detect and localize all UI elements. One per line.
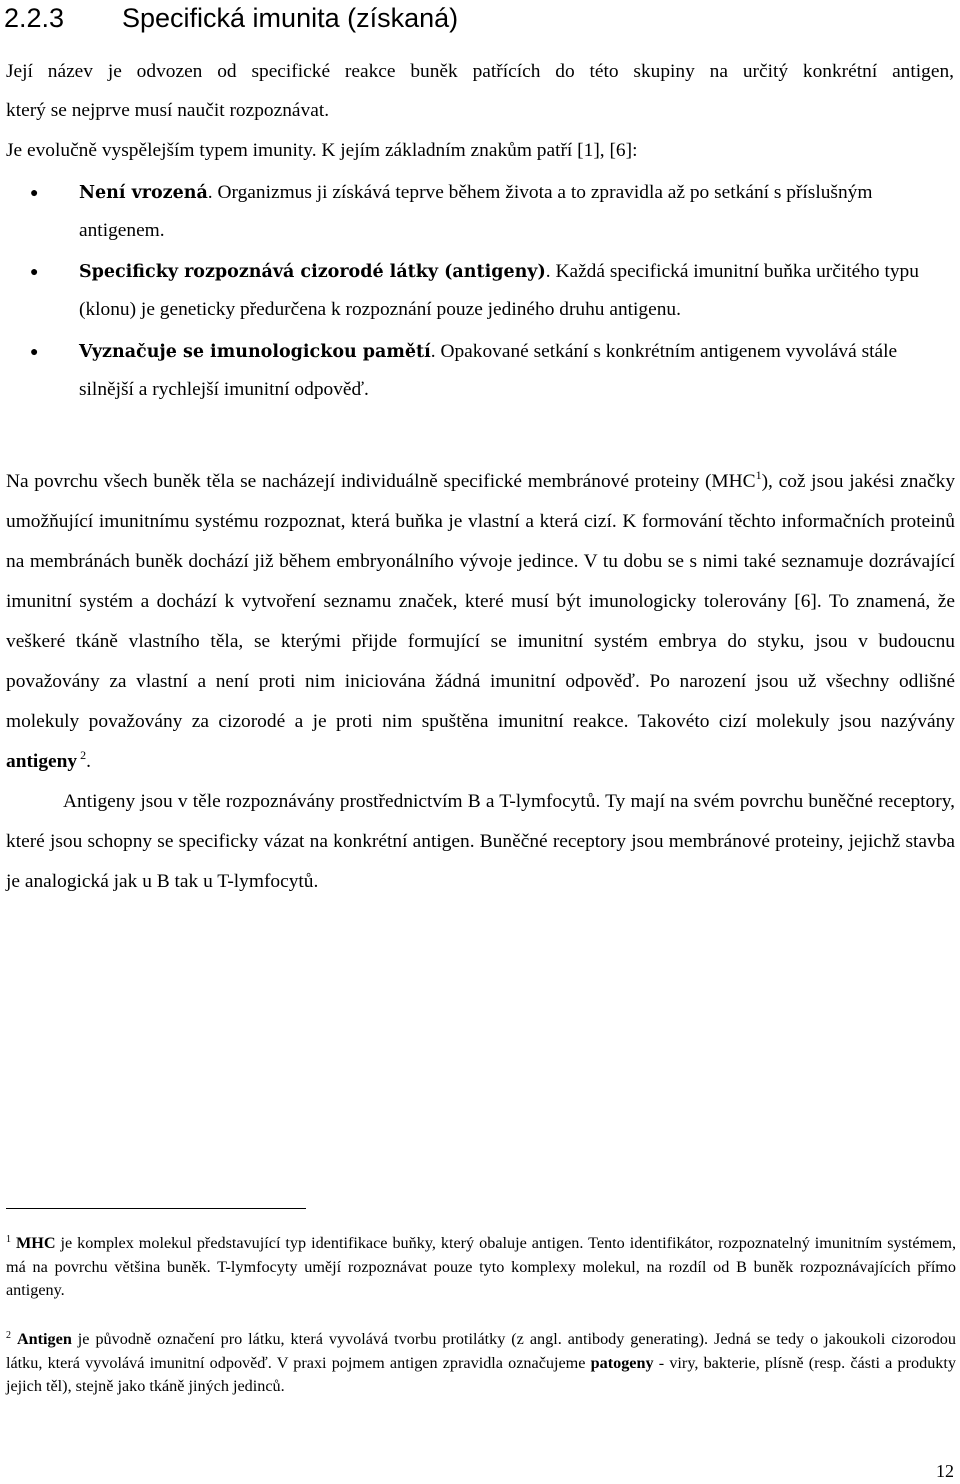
- footnote-term-patogeny: patogeny: [590, 1353, 654, 1372]
- list-item-text: . Každá specifická imunitní buňka určitého typu (klonu) je geneticky předurčena k rozpoznání pouze jediného druhu antigenu.: [79, 261, 919, 320]
- intro-line-3: Je evolučně vyspělejším typem imunity. K jejím základním znakům patří [1], [6]:: [6, 140, 638, 161]
- footnote-ref-1: 1: [755, 468, 762, 482]
- footnote-ref-2: 2: [77, 748, 87, 762]
- section-number: 2.2.3: [4, 3, 65, 33]
- footnote-separator: [6, 1208, 306, 1209]
- bullet-icon: ●: [30, 186, 39, 201]
- footnote-1: $^1$ MHC je komplex molekul představující typ identifikace buňky, který obaluje antigen. Tento identifikátor, rozpoznatelný imunitním systémem, má na povrchu většina buněk. T-lymfocyty umějí rozpoznávat pouze tyto komplexy molekul, na rozdíl od B buněk rozpoznávajících přímo antigeny.: [6, 1234, 956, 1299]
- term-antigeny: antigeny: [6, 751, 78, 772]
- footnote-term: MHC: [15, 1234, 56, 1252]
- bullet-icon: ●: [30, 345, 39, 360]
- bullet-icon: ●: [30, 265, 39, 280]
- intro-line-1: Její název je odvozen od specifické reakce buněk patřících do této skupiny na určitý konkrétní antigen,: [6, 61, 954, 82]
- list-item-bold: Není vrozená: [79, 183, 208, 203]
- intro-line-2: který se nejprve musí naučit rozpoznávat.: [6, 100, 330, 121]
- section-title: Specifická imunita (získaná): [122, 3, 459, 33]
- page-number: 12: [936, 1461, 954, 1481]
- list-item-bold: Vyznačuje se imunologickou pamětí: [79, 342, 431, 362]
- paragraph-mhc: Na povrchu všech buněk těla se nacházejí individuálně specifické membránové proteiny (MHC$^1$), což jsou jakési značky umožňující imunitnímu systému rozpoznat, která buňka je vlastní a která cizí. K formování těchto informačních proteinů na membránách buněk dochází již během embryonálního vývoje jedince. V tu dobu se s nimi také seznamuje dozrávající imunitní systém a dochází k vytvoření seznamu značek, které musí být imunologicky tolerovány [6]. To znamená, že veškeré tkáně vlastního těla, se kterými přijde formující se imunitní systém embrya do styku, jsou v budoucnu považovány za vlastní a není proti nim iniciována žádná imunitní odpověď. Po narození jsou už všechny odlišné molekuly považovány za cizorodé a je proti nim spuštěna imunitní reakce. Takovéto cizí molekuly jsou nazývány antigeny $^2$.: [6, 468, 956, 772]
- paragraph-lymphocytes: Antigeny jsou v těle rozpoznávány prostřednictvím B a T-lymfocytů. Ty mají na svém povrchu buněčné receptory, které jsou schopny se specificky vázat na konkrétní antigen. Buněčné receptory jsou membránové proteiny, jejichž stavba je analogická jak u B tak u T-lymfocytů.: [6, 791, 955, 892]
- list-item-text: . Organizmus ji získává teprve během života a to zpravidla až po setkání s příslušným antigenem.: [79, 182, 873, 241]
- footnote-2: $^2$ Antigen je původně označení pro látku, která vyvolává tvorbu protilátky (z angl. antibody generating). Jedná se tedy o jakoukoli cizorodou látku, která vyvolává imunitní odpověď. V praxi pojmem antigen zpravidla označujeme patogeny - viry, bakterie, plísně (resp. části a produkty jejich těl), stejně jako tkáně jiných jedinců.: [6, 1330, 956, 1395]
- list-item-text: . Opakované setkání s konkrétním antigenem vyvolává stále silnější a rychlejší imunitní odpověď.: [79, 341, 898, 400]
- section-heading: [4, 0, 458, 36]
- body-text: [6, 462, 955, 902]
- list-item-bold: Specificky rozpoznává cizorodé látky (antigeny): [79, 262, 546, 282]
- footnote-term: Antigen: [16, 1330, 72, 1348]
